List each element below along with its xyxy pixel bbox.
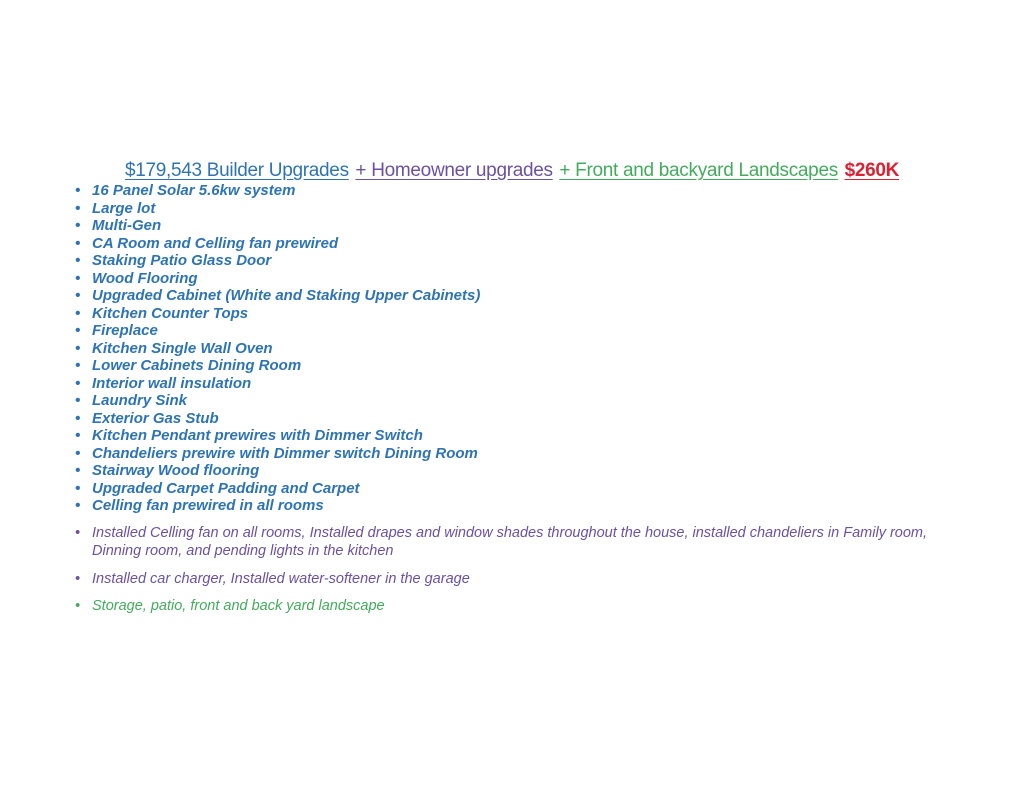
list-item: • Upgraded Cabinet (White and Staking Upper Cabinets)	[92, 287, 1024, 305]
list-item: • Staking Patio Glass Door	[92, 252, 1024, 270]
list-item: • Laundry Sink	[92, 392, 1024, 410]
list-item: • Upgraded Carpet Padding and Carpet	[92, 480, 1024, 498]
list-item: • Lower Cabinets Dining Room	[92, 357, 1024, 375]
list-item: • Kitchen Counter Tops	[92, 305, 1024, 323]
list-item: • Celling fan prewired in all rooms	[92, 497, 1024, 515]
list-item: • Chandeliers prewire with Dimmer switch Dining Room	[92, 445, 1024, 463]
list-item: • Kitchen Pendant prewires with Dimmer Switch	[92, 427, 1024, 445]
list-item: • Installed Celling fan on all rooms, Installed drapes and window shades throughout the house, installed chandeliers in Family room, Dinning room, and pending lights in the kitchen	[92, 524, 954, 561]
list-item: • Fireplace	[92, 322, 1024, 340]
list-item: • Large lot	[92, 200, 1024, 218]
title-builder-upgrades-amount: $179,543 Builder Upgrades	[124, 160, 349, 181]
list-item: • Storage, patio, front and back yard landscape	[92, 597, 954, 616]
page-title	[0, 0, 1024, 182]
list-item: • Stairway Wood flooring	[92, 462, 1024, 480]
list-item: • Exterior Gas Stub	[92, 410, 1024, 428]
title-homeowner-upgrades: + Homeowner upgrades	[355, 160, 553, 181]
builder-upgrades-list	[0, 182, 1024, 515]
list-item: • Interior wall insulation	[92, 375, 1024, 393]
title-total-amount: $260K	[844, 160, 900, 181]
list-item: • 16 Panel Solar 5.6kw system	[92, 182, 1024, 200]
homeowner-upgrades-list	[0, 524, 1024, 589]
list-item: • Installed car charger, Installed water-softener in the garage	[92, 570, 954, 589]
list-item: • Wood Flooring	[92, 270, 1024, 288]
landscape-list	[0, 597, 1024, 616]
list-item: • Kitchen Single Wall Oven	[92, 340, 1024, 358]
list-item: • Multi-Gen	[92, 217, 1024, 235]
list-item: • CA Room and Celling fan prewired	[92, 235, 1024, 253]
title-landscapes: + Front and backyard Landscapes	[559, 160, 838, 181]
